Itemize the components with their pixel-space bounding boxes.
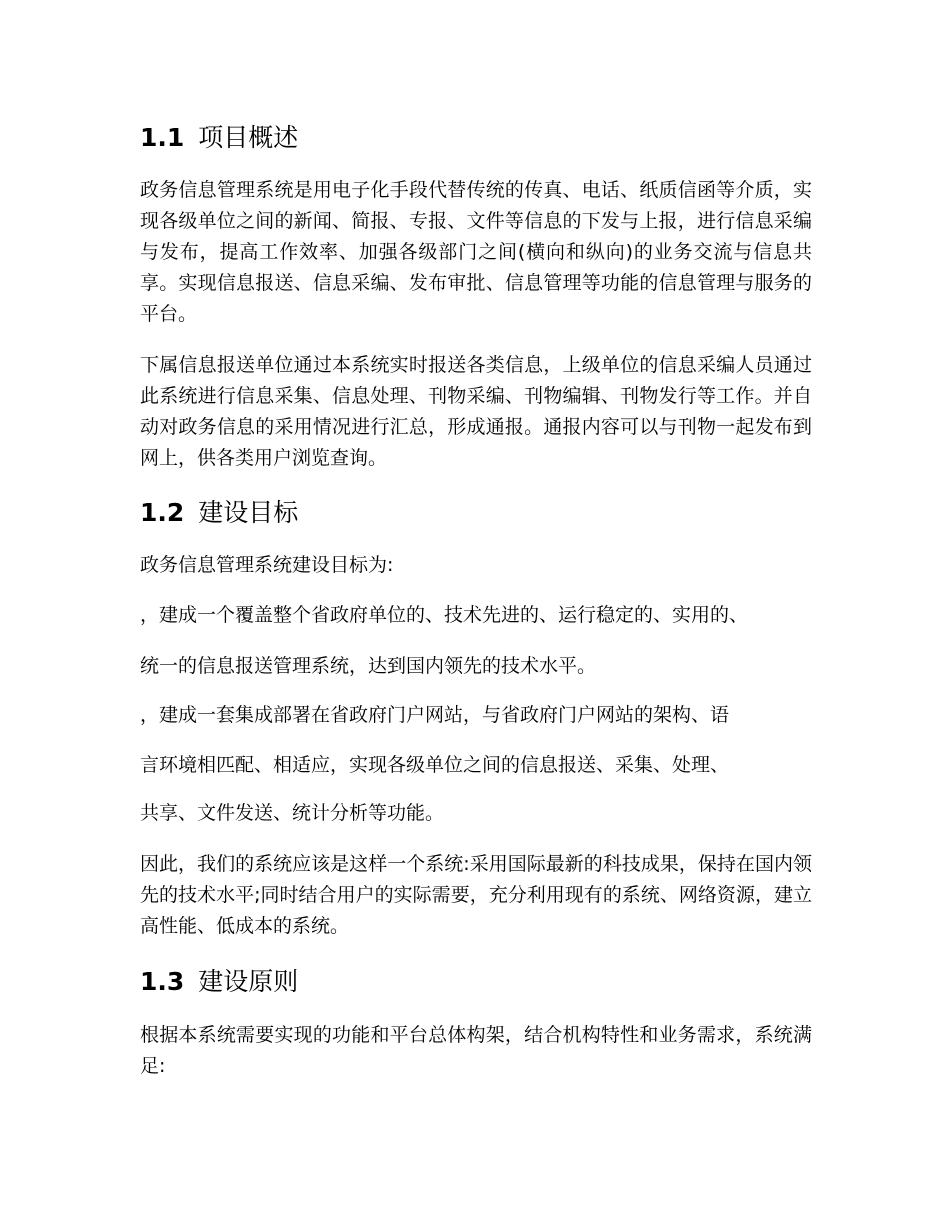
goal-line-2: 统一的信息报送管理系统，达到国内领先的技术水平。 (140, 655, 597, 677)
paragraph-goals-closing: 因此，我们的系统应该是这样一个系统:采用国际最新的科技成果，保持在国内领先的技术水平;同时结合用户的实际需要，充分利用现有的系统、网络资源，建立高性能、低成本的系统。 (140, 853, 812, 937)
section-title: 建设目标 (198, 498, 299, 527)
goal-line-1: ，建成一个覆盖整个省政府单位的、技术先进的、运行稳定的、实用的、 (140, 604, 749, 626)
section-heading-1-3 (140, 966, 298, 998)
section-number: 1.2 (140, 498, 185, 527)
section-number: 1.3 (140, 967, 185, 996)
section-heading-1-1 (140, 122, 298, 154)
paragraph-overview-1: 政务信息管理系统是用电子化手段代替传统的传真、电话、纸质信函等介质，实现各级单位之间的新闻、简报、专报、文件等信息的下发与上报，进行信息采编与发布，提高工作效率、加强各级部门之间(横向和纵向)的业务交流与信息共享。实现信息报送、信息采编、发布审批、信息管理等功能的信息管理与服务的平台。 (140, 179, 812, 325)
goals-intro: 政务信息管理系统建设目标为: (140, 554, 394, 576)
section-title: 项目概述 (198, 123, 299, 152)
section-heading-1-2 (140, 497, 298, 529)
paragraph-principles: 根据本系统需要实现的功能和平台总体构架，结合机构特性和业务需求，系统满足: (140, 1024, 812, 1077)
section-title: 建设原则 (198, 967, 299, 996)
goal-line-3: ，建成一套集成部署在省政府门户网站，与省政府门户网站的架构、语 (140, 704, 730, 726)
paragraph-overview-2: 下属信息报送单位通过本系统实时报送各类信息，上级单位的信息采编人员通过此系统进行信息采集、信息处理、刊物采编、刊物编辑、刊物发行等工作。并自动对政务信息的采用情况进行汇总，形成通报。通报内容可以与刊物一起发布到网上，供各类用户浏览查询。 (140, 354, 812, 469)
goal-line-5: 共享、文件发送、统计分析等功能。 (140, 802, 445, 824)
section-number: 1.1 (140, 123, 185, 152)
goal-line-4: 言环境相匹配、相适应，实现各级单位之间的信息报送、采集、处理、 (140, 754, 730, 776)
